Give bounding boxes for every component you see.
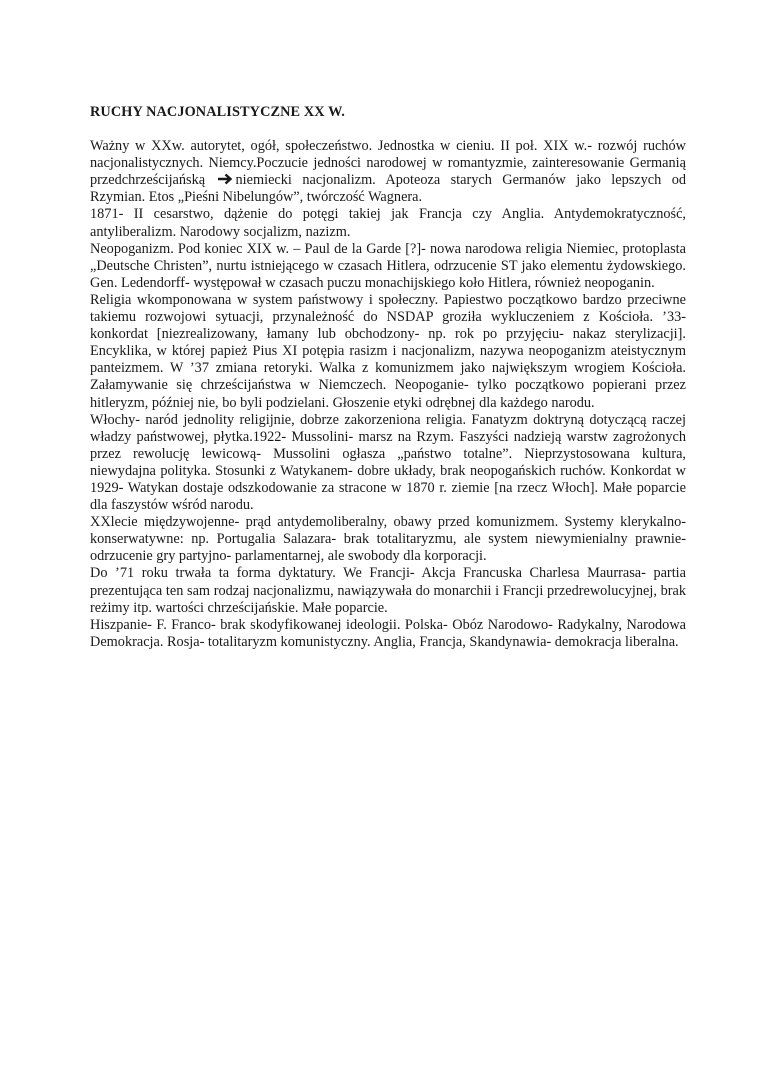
document-title: RUCHY NACJONALISTYCZNE XX W.: [90, 104, 345, 120]
document-body: [90, 104, 686, 651]
paragraph-religion: Religia wkomponowana w system państwowy i społeczny. Papiestwo początkowo bardzo przeciwne takiemu rozwojowi sytuacji, przynależność do NSDAP groziła wykluczeniem z Kościoła. ’33- konkordat [niezrealizowany, łamany lub obchodzony- np. rok po przyjęciu- nakaz sterylizacji]. Encyklika, w której papież Pius XI potępia rasizm i nacjonalizm, nazywa neopoganizm ateistycznym panteizmem. W ’37 zmiana retoryki. Walka z komunizmem jako największym wrogiem Kościoła. Załamywanie się chrześcijaństwa w Niemczech. Neopoganie- tylko początkowo popierani przez hitleryzm, później nie, bo byli podzielani. Głoszenie etyki odrębnej dla każdego narodu.: [90, 291, 686, 411]
paragraph-interwar: XXlecie międzywojenne- prąd antydemoliberalny, obawy przed komunizmem. Systemy klerykalno- konserwatywne: np. Portugalia Salazara- brak totalitaryzmu, ale system niewymienialny prawnie- odrzucenie gry partyjno- parlamentarnej, ale swobody dla korporacji.: [90, 514, 686, 565]
paragraph-italy: Włochy- naród jednolity religijnie, dobrze zakorzeniona religia. Fanatyzm doktryną dotyczącą raczej władzy państwowej, płytka.1922- Mussolini- marsz na Rzym. Faszyści nadzieją warstw zagrożonych przez rewolucję lewicową- Mussolini ogłasza „państwo totalne”. Nieprzystosowana kultura, niewydajna polityka. Stosunki z Watykanem- dobre układy, brak neopogańskich ruchów. Konkordat w 1929- Watykan dostaje odszkodowanie za stracone w 1870 r. ziemie [na rzecz Włoch]. Małe poparcie dla faszystów wśród narodu.: [90, 411, 686, 514]
paragraph-germany-origins: [90, 138, 686, 206]
paragraph-text: niemiecki nacjonalizm. Apoteoza starych Germanów jako lepszych od Rzymian. Etos „Pieśni Nibelungów”, twórczość Wagnera.: [90, 172, 686, 206]
right-arrow-icon: [217, 173, 233, 185]
paragraph-other-countries: Hiszpanie- F. Franco- brak skodyfikowanej ideologii. Polska- Obóz Narodowo- Radykalny, Narodowa Demokracja. Rosja- totalitaryzm komunistyczny. Anglia, Francja, Skandynawia- demokracja liberalna.: [90, 616, 686, 650]
paragraph-france: Do ’71 roku trwała ta forma dyktatury. We Francji- Akcja Francuska Charlesa Maurrasa- partia prezentująca ten sam rodzaj nacjonalizmu, nawiązywała do monarchii i Francji przedrewolucyjnej, brak reżimy itp. wartości chrześcijańskie. Małe poparcie.: [90, 565, 686, 616]
paragraph-text: Ważny w XXw. autorytet, ogół, społeczeństwo. Jednostka w cieniu. II poł. XIX w.- rozwój ruchów nacjonalistycznych. Niemcy.Poczucie jedności narodowej w romantyzmie, zainteresowanie Germanią przedchrześcijańską: [90, 138, 686, 189]
paragraph-1871: 1871- II cesarstwo, dążenie do potęgi takiej jak Francja czy Anglia. Antydemokratyczność, antyliberalizm. Narodowy socjalizm, nazizm.: [90, 206, 686, 240]
paragraph-neopaganism: Neopoganizm. Pod koniec XIX w. – Paul de la Garde [?]- nowa narodowa religia Niemiec, protoplasta „Deutsche Christen”, nurtu istniejącego w czasach Hitlera, odrzucenie ST jako elementu żydowskiego. Gen. Ledendorff- występował w czasach puczu monachijskiego koło Hitlera, również neopoganin.: [90, 240, 686, 291]
